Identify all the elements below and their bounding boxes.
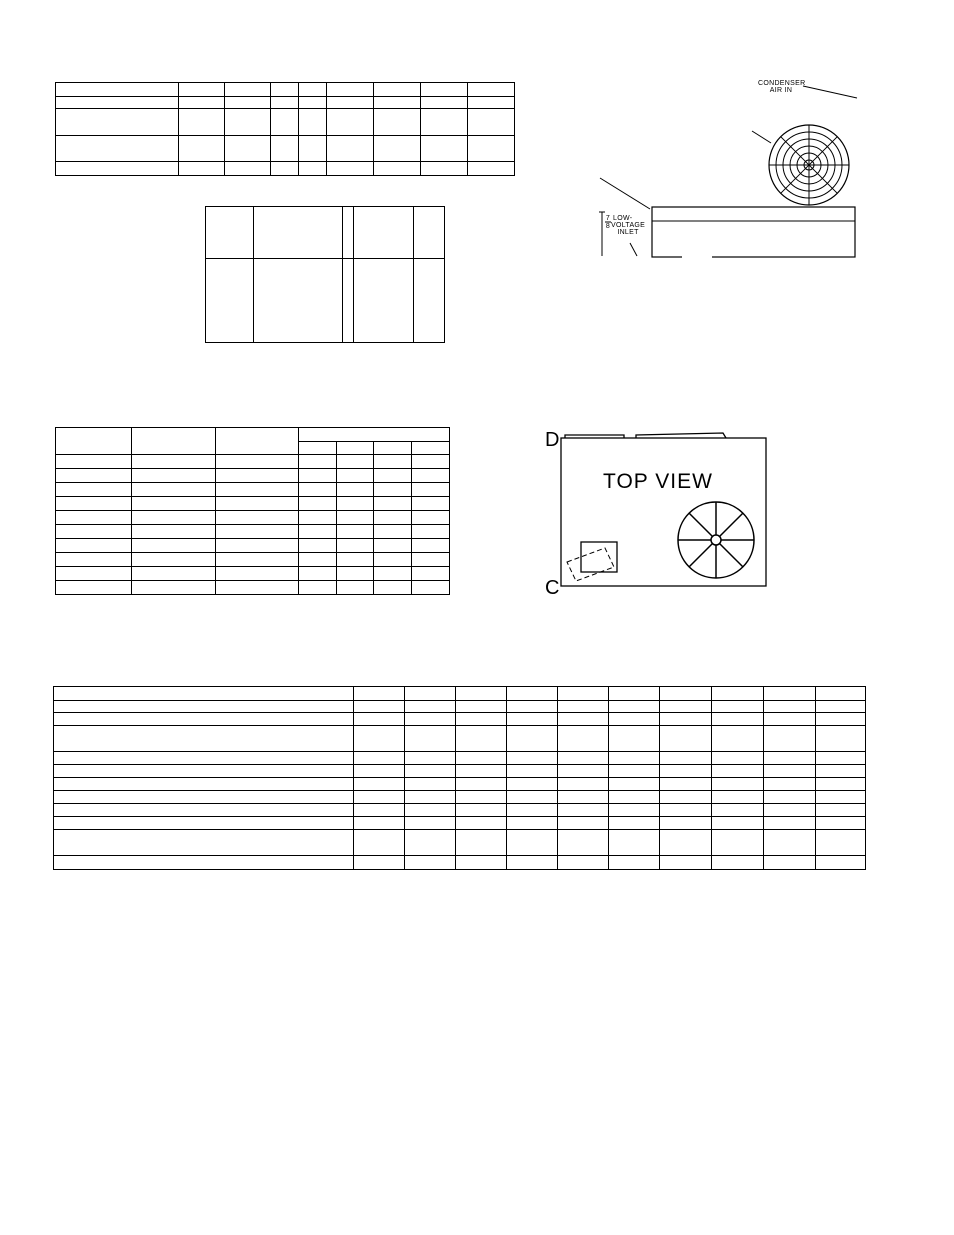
condenser-air-in-label: CONDENSER AIR IN bbox=[758, 80, 806, 94]
corner-label-c: C bbox=[545, 577, 560, 599]
corner-label-d: D bbox=[545, 429, 560, 451]
fan-wheel-icon bbox=[678, 502, 754, 578]
control-box-dashed bbox=[567, 548, 614, 581]
top-view-title: TOP VIEW bbox=[603, 470, 713, 493]
control-box-solid bbox=[581, 542, 617, 572]
top-edge-panel-right bbox=[636, 433, 726, 438]
fraction-label: 7 8 bbox=[605, 215, 611, 230]
low-voltage-inlet-label: LOW- VOLTAGE INLET bbox=[611, 215, 646, 236]
top-view-body-outline bbox=[561, 438, 766, 586]
